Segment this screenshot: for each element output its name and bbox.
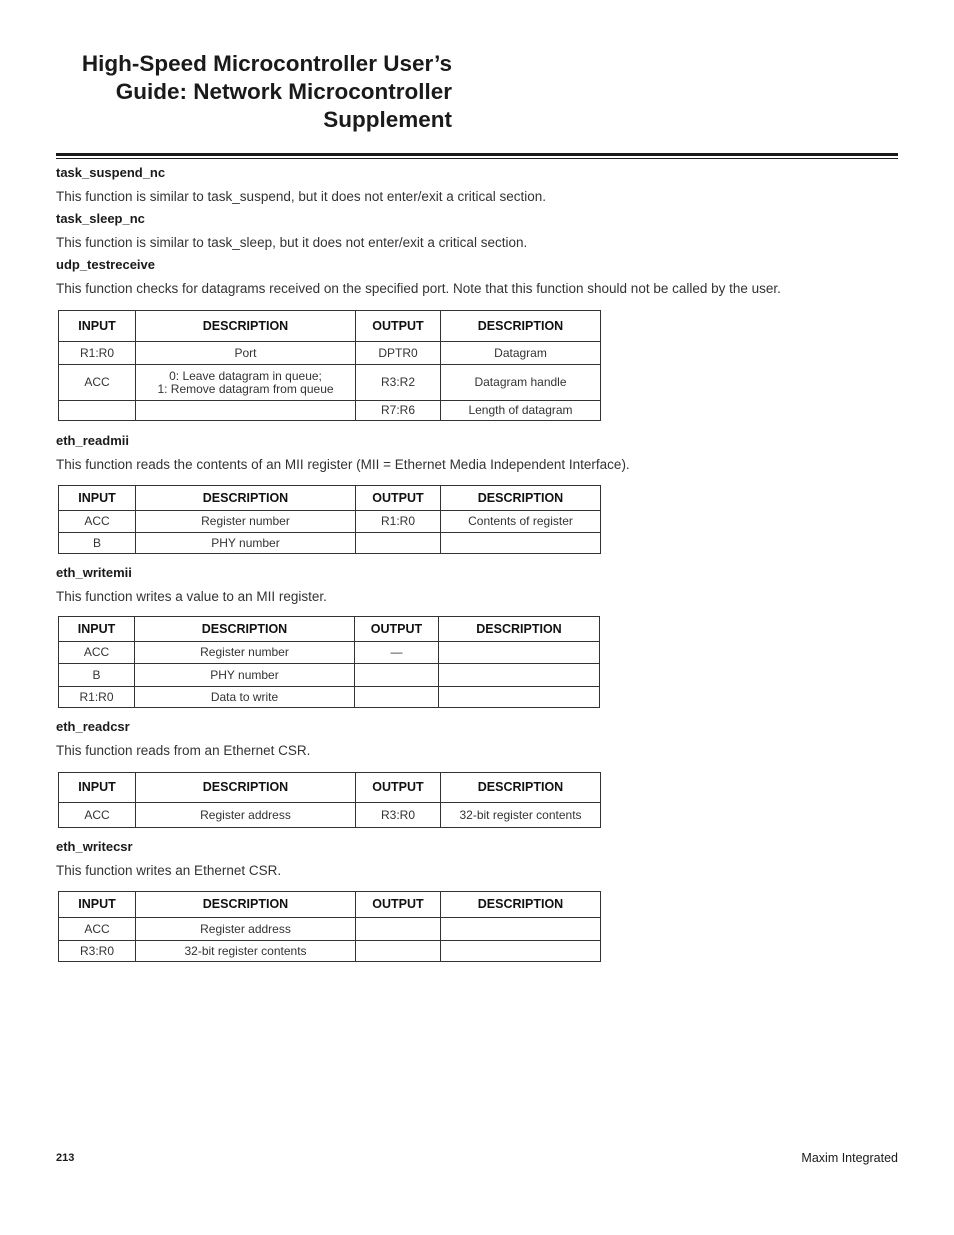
section-text: This function is similar to task_sleep, but it does not enter/exit a critical section. bbox=[56, 235, 528, 250]
header-cell: INPUT bbox=[59, 773, 136, 803]
header-cell: DESCRIPTION bbox=[135, 617, 355, 642]
table-cell: Length of datagram bbox=[441, 401, 601, 421]
table-row bbox=[59, 664, 600, 687]
table-cell: PHY number bbox=[135, 664, 355, 687]
table-cell: R7:R6 bbox=[356, 401, 441, 421]
table-cell bbox=[355, 687, 439, 708]
section-heading: udp_testreceive bbox=[56, 257, 155, 272]
table-cell: Register number bbox=[136, 511, 356, 533]
section-text: This function reads the contents of an MII register (MII = Ethernet Media Independent Interface). bbox=[56, 457, 630, 472]
table-row bbox=[59, 918, 601, 941]
header-cell: OUTPUT bbox=[356, 311, 441, 342]
header-cell: OUTPUT bbox=[356, 486, 441, 511]
table-cell bbox=[441, 533, 601, 554]
table-header-row bbox=[59, 486, 601, 511]
header-cell: INPUT bbox=[59, 892, 136, 918]
header-cell: DESCRIPTION bbox=[439, 617, 600, 642]
title-line: High-Speed Microcontroller User’s bbox=[81, 51, 452, 76]
header-cell: DESCRIPTION bbox=[441, 892, 601, 918]
header-cell: DESCRIPTION bbox=[136, 892, 356, 918]
table-eth-readmii bbox=[58, 485, 601, 554]
table-cell: ACC bbox=[59, 918, 136, 941]
table-row bbox=[59, 342, 601, 365]
table-cell: Register address bbox=[136, 803, 356, 828]
table-cell: R1:R0 bbox=[59, 342, 136, 365]
table-cell: — bbox=[355, 642, 439, 664]
table-row bbox=[59, 642, 600, 664]
section-text: This function checks for datagrams received on the specified port. Note that this function should not be called by the user. bbox=[56, 281, 781, 296]
table-cell: DPTR0 bbox=[356, 342, 441, 365]
table-cell: R1:R0 bbox=[356, 511, 441, 533]
table-cell bbox=[439, 642, 600, 664]
table-cell bbox=[439, 687, 600, 708]
table-eth-readcsr bbox=[58, 772, 601, 828]
main-content bbox=[56, 165, 898, 962]
section-text: This function is similar to task_suspend, but it does not enter/exit a critical section. bbox=[56, 189, 546, 204]
footer-company: Maxim Integrated bbox=[801, 1151, 898, 1165]
header-cell: INPUT bbox=[59, 311, 136, 342]
table-cell: Datagram bbox=[441, 342, 601, 365]
section-heading: eth_readmii bbox=[56, 433, 129, 448]
table-cell: Register address bbox=[136, 918, 356, 941]
table-row bbox=[59, 687, 600, 708]
table-cell: R3:R2 bbox=[356, 365, 441, 401]
section-text: This function writes a value to an MII register. bbox=[56, 589, 327, 604]
table-row bbox=[59, 533, 601, 554]
header-cell: DESCRIPTION bbox=[441, 773, 601, 803]
table-cell: Port bbox=[136, 342, 356, 365]
title-line: Guide: Network Microcontroller bbox=[115, 79, 452, 104]
section-heading: task_suspend_nc bbox=[56, 165, 166, 180]
table-cell: Data to write bbox=[135, 687, 355, 708]
table-cell bbox=[439, 664, 600, 687]
table-cell: ACC bbox=[59, 642, 135, 664]
table-eth-writecsr bbox=[58, 891, 601, 962]
table-cell: R3:R0 bbox=[356, 803, 441, 828]
table-cell bbox=[356, 533, 441, 554]
table-row bbox=[59, 365, 601, 401]
header-cell: DESCRIPTION bbox=[441, 486, 601, 511]
header-cell: INPUT bbox=[59, 617, 135, 642]
section-text: This function writes an Ethernet CSR. bbox=[56, 863, 282, 878]
header-rule-thick bbox=[56, 153, 898, 156]
table-cell: Contents of register bbox=[441, 511, 601, 533]
table-cell: 0: Leave datagram in queue; 1: Remove datagram from queue bbox=[136, 365, 356, 401]
header-cell: OUTPUT bbox=[356, 892, 441, 918]
header-cell: OUTPUT bbox=[355, 617, 439, 642]
table-cell: 32-bit register contents bbox=[441, 803, 601, 828]
header-cell: OUTPUT bbox=[356, 773, 441, 803]
table-row bbox=[59, 401, 601, 421]
table-cell: Register number bbox=[135, 642, 355, 664]
table-cell: R3:R0 bbox=[59, 941, 136, 962]
table-cell bbox=[59, 401, 136, 421]
section-heading: eth_readcsr bbox=[56, 719, 130, 734]
table-cell bbox=[441, 941, 601, 962]
table-udp-testreceive bbox=[58, 310, 601, 421]
table-cell bbox=[356, 941, 441, 962]
table-cell: ACC bbox=[59, 803, 136, 828]
section-heading: task_sleep_nc bbox=[56, 211, 145, 226]
table-header-row bbox=[59, 892, 601, 918]
section-text: This function reads from an Ethernet CSR. bbox=[56, 743, 311, 758]
section-heading: eth_writemii bbox=[56, 565, 132, 580]
table-cell: ACC bbox=[59, 365, 136, 401]
table-eth-writemii bbox=[58, 616, 600, 708]
page-number: 213 bbox=[56, 1152, 75, 1164]
table-row bbox=[59, 941, 601, 962]
table-cell bbox=[136, 401, 356, 421]
header-cell: INPUT bbox=[59, 486, 136, 511]
table-cell bbox=[441, 918, 601, 941]
table-cell: PHY number bbox=[136, 533, 356, 554]
table-cell: R1:R0 bbox=[59, 687, 135, 708]
table-header-row bbox=[59, 773, 601, 803]
table-row bbox=[59, 511, 601, 533]
table-cell: B bbox=[59, 664, 135, 687]
header-cell: DESCRIPTION bbox=[136, 311, 356, 342]
table-cell: 32-bit register contents bbox=[136, 941, 356, 962]
table-header-row bbox=[59, 617, 600, 642]
table-cell: ACC bbox=[59, 511, 136, 533]
table-cell: Datagram handle bbox=[441, 365, 601, 401]
table-row bbox=[59, 803, 601, 828]
header-cell: DESCRIPTION bbox=[441, 311, 601, 342]
table-cell bbox=[356, 918, 441, 941]
table-cell bbox=[355, 664, 439, 687]
page-title bbox=[56, 50, 452, 134]
header-cell: DESCRIPTION bbox=[136, 486, 356, 511]
header-rule-thin bbox=[56, 158, 898, 159]
title-line: Supplement bbox=[323, 107, 452, 132]
section-heading: eth_writecsr bbox=[56, 839, 133, 854]
table-cell: B bbox=[59, 533, 136, 554]
header-cell: DESCRIPTION bbox=[136, 773, 356, 803]
table-header-row bbox=[59, 311, 601, 342]
